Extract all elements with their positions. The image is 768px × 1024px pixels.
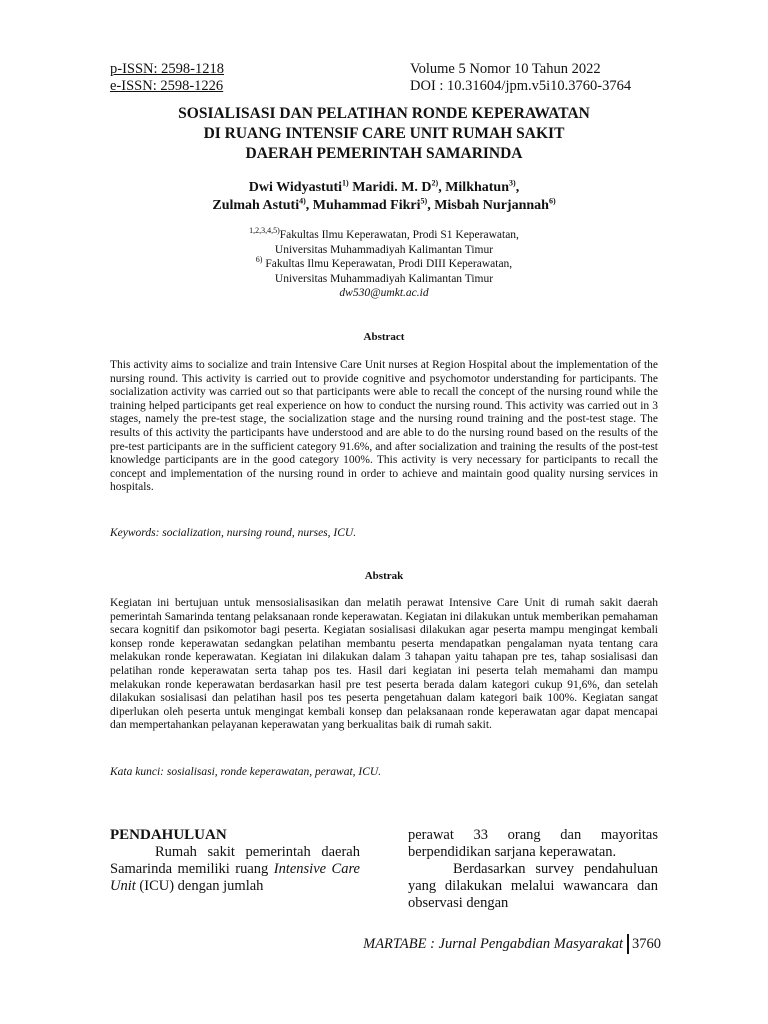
title-line-1: SOSIALISASI DAN PELATIHAN RONDE KEPERAWATAN [178, 105, 590, 122]
author-sup: 5) [420, 196, 428, 206]
author-name: Milkhatun [445, 180, 510, 195]
title-line-2: DI RUANG INTENSIF CARE UNIT RUMAH SAKIT [203, 125, 565, 142]
page-number: 3760 [632, 935, 661, 952]
body-right-column [408, 827, 658, 912]
author-sup: 2) [431, 178, 439, 188]
affiliation-text: Fakultas Ilmu Keperawatan, Prodi DIII Keperawatan, [262, 258, 513, 270]
abstrak-keywords: Kata kunci: sosialisasi, ronde keperawatan, perawat, ICU. [110, 766, 382, 778]
author-line-2: Zulmah Astuti$^{4)}$, Muhammad Fikri$^{5)}$, Misbah Nurjannah$^{6)}$ [212, 196, 556, 213]
affiliation-1-line-2: Universitas Muhammadiyah Kalimantan Timur [274, 243, 494, 256]
abstract-text: This activity aims to socialize and train Intensive Care Unit nurses at Region Hospital about the implementation of the nursing round. This activity is carried out to provide cognitive and psychomotor understanding for participants. The socialization activity was carried out so that participants were able to recall the concept of the nursing round while the training helped participants get real experience on how to conduct the nursing round. This activity was carried out in 3 stages, namely the pre-test stage, the socialization stage and the nursing round training and the post-test stage. The results of this activity the participants have understood and are able to do the nursing round based on the results of the pre-test participants are in the sufficient category 91.6%, and after socialization and training the results of the post-test knowledge participants are in the good category 100%. This activity is very necessary for participants to recall the concept and implementation of the nursing round in order to achieve and maintain good quality nursing services in hospitals. [110, 359, 658, 494]
header-right [410, 61, 631, 95]
footer-divider [627, 934, 629, 954]
body-paragraph [110, 844, 360, 895]
abstrak-heading: Abstrak [364, 570, 404, 582]
title-line-3: DAERAH PEMERINTAH SAMARINDA [245, 145, 523, 162]
author-name: Misbah Nurjannah [434, 198, 549, 213]
author-name: Zulmah Astuti [212, 198, 300, 213]
author-sup: 1) [342, 178, 349, 188]
author-line-1: Dwi Widyastuti$^{1)}$ Maridi. M. $D^{2)}$, Milkhatun$^{3)}$, [248, 178, 520, 195]
p-issn: p-ISSN: 2598-1218 [110, 61, 224, 77]
body-left-column [110, 827, 360, 895]
section-heading: PENDAHULUAN [110, 827, 227, 843]
author-name: Muhammad Fikri [312, 198, 421, 213]
body-paragraph: perawat 33 orang dan mayoritas berpendidikan sarjana keperawatan. [408, 827, 658, 860]
affiliation-sup: 1,2,3,4,5) [249, 226, 280, 236]
page-footer [363, 934, 661, 954]
author-sup: 4) [299, 196, 306, 206]
body-text: Berdasarkan survey pendahuluan yang dilakukan melalui wawancara dan observasi dengan [408, 861, 658, 911]
affiliation-sup: 6) [255, 255, 263, 265]
journal-name: MARTABE : Jurnal Pengabdian Masyarakat [363, 935, 623, 952]
paper-title [0, 104, 768, 164]
e-issn: e-ISSN: 2598-1226 [110, 78, 224, 94]
abstract-keywords: Keywords: socialization, nursing round, nurses, ICU. [110, 527, 357, 539]
affiliations [0, 228, 768, 301]
header-left [110, 61, 224, 95]
author-email: dw530@umkt.ac.id [339, 287, 429, 299]
volume-info: Volume 5 Nomor 10 Tahun 2022 [410, 61, 601, 77]
body-text: (ICU) dengan jumlah [135, 878, 264, 894]
abstrak-text: Kegiatan ini bertujuan untuk mensosialisasikan dan melatih perawat Intensive Care Unit di rumah sakit daerah pemerintah Samarinda tentang pelaksanaan ronde keperawatan. Kegiatan ini dilakukan untuk memberikan pemahaman secara kognitif dan psikomotor bagi peserta. Kegiatan sosialisasi dilakukan agar peserta mampu mengingat kembali konsep ronde keperawatan sedangkan pelatihan membantu peserta mendapatkan pengalaman nyata tentang cara melakukan ronde keperawatan. Kegiatan ini dilakukan dalam 3 tahapan yaitu tahapan pre tes, tahap sosialisasi dan pelatihan ronde keperawatan serta tahap pos tes. Hasil dari kegiatan ini peserta telah memahami dan mampu melakukan ronde keperawatan berdasarkan hasil pre test peserta berada dalam kategori cukup 91,6%, dan setelah dilakukan sosialisasi dan pelatihan hasil pos tes peserta pengetahuan dalam kategori baik 100%. Kegiatan sangat diperlukan oleh peserta untuk mengingat kembali konsep dan pelaksanaan ronde keperawatan agar dapat mencapai dan mempertahankan pelayanan keperawatan yang berkualitas baik di rumah sakit. [110, 597, 658, 732]
affiliation-2-line-1 [0, 257, 768, 272]
author-sup: 6) [548, 196, 556, 206]
author-name: Dwi Widyastuti [248, 180, 343, 195]
body-text-italic: Intensive Care Unit [110, 861, 360, 894]
affiliation-2-line-2: Universitas Muhammadiyah Kalimantan Timur [274, 272, 494, 285]
doi: DOI : 10.31604/jpm.v5i10.3760-3764 [410, 78, 632, 94]
abstract-heading: Abstract [363, 331, 405, 343]
affiliation-text: Fakultas Ilmu Keperawatan, Prodi S1 Keperawatan, [279, 229, 519, 241]
author-sup: 3) [509, 178, 516, 188]
body-paragraph [408, 861, 658, 912]
affiliation-1-line-1 [0, 228, 768, 243]
author-name: Maridi. M. D [352, 180, 432, 195]
body-text: Rumah sakit pemerintah daerah Samarinda memiliki ruang [110, 844, 360, 877]
author-list [0, 179, 768, 215]
